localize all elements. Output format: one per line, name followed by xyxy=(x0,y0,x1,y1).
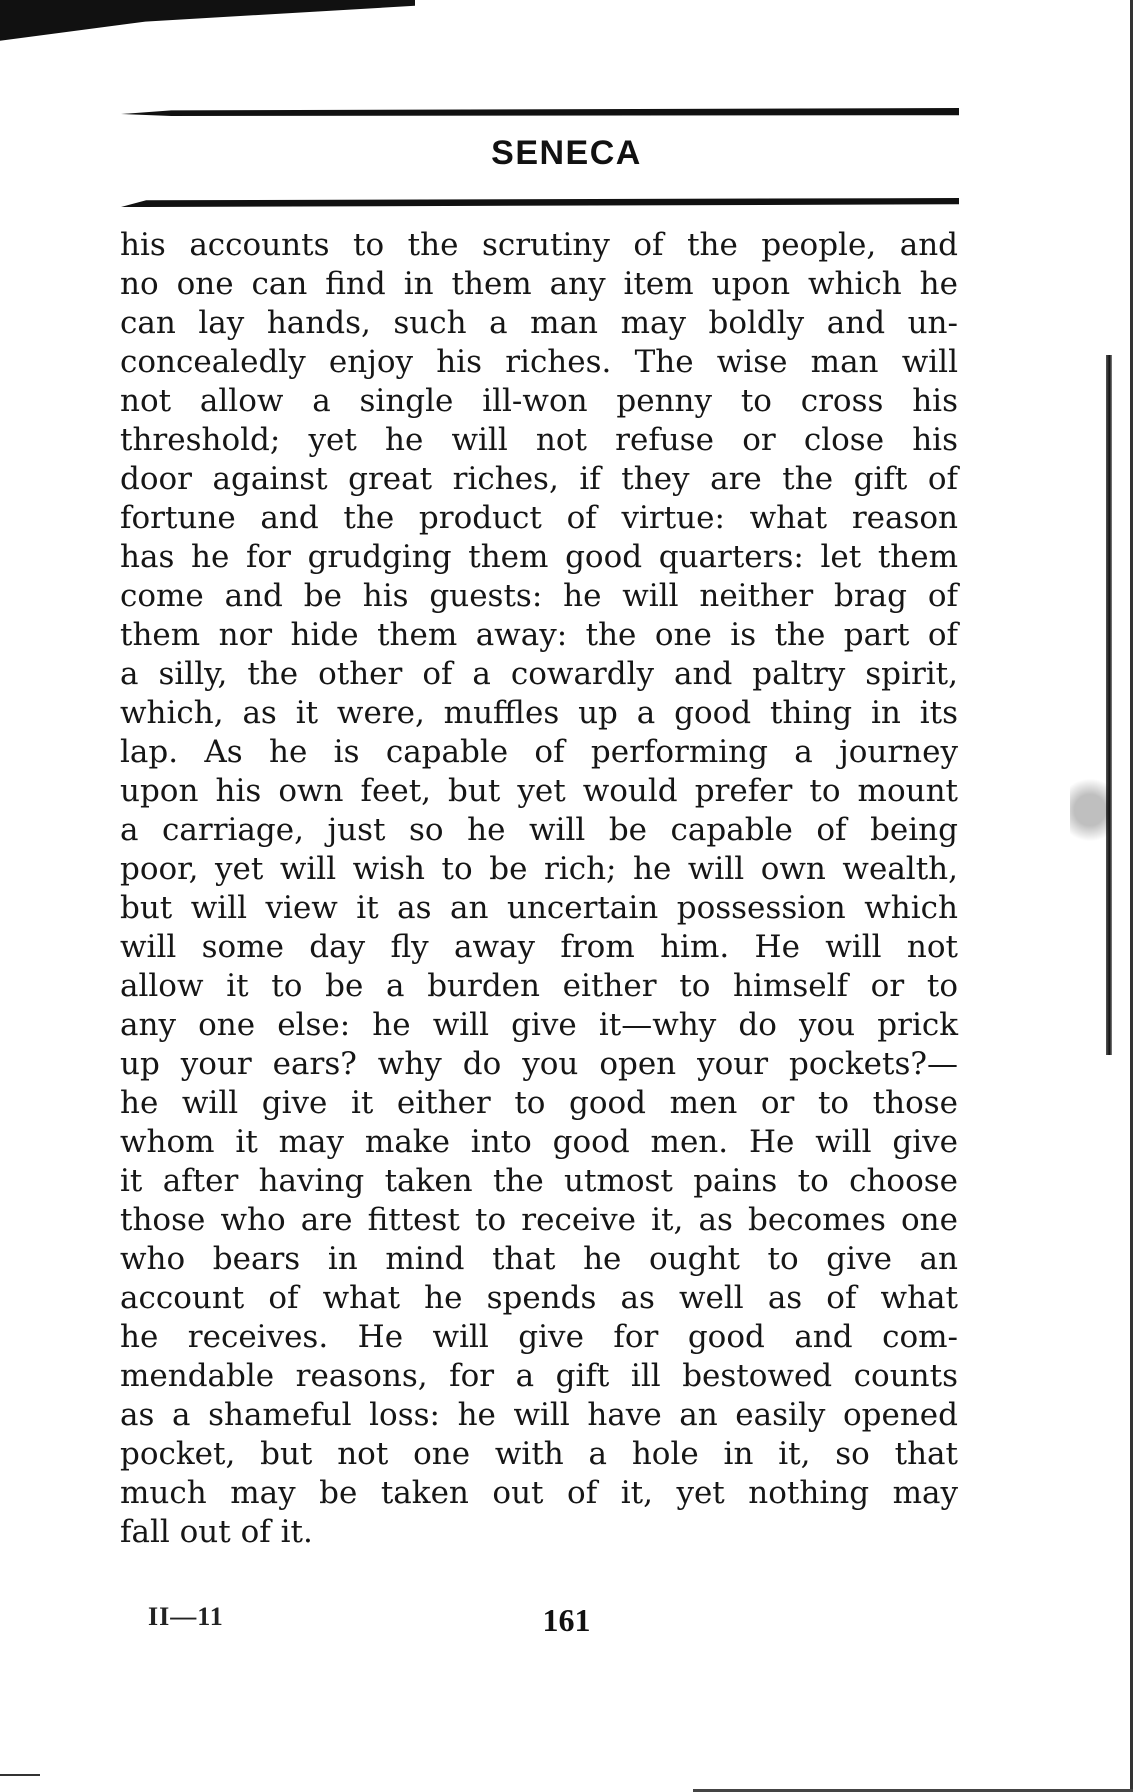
text-line: account of what he spends as well as of what xyxy=(120,1280,958,1316)
text-line: which, as it were, muffles up a good thing in its xyxy=(120,695,958,731)
text-line: mendable reasons, for a gift ill bestowed counts xyxy=(120,1358,958,1394)
text-line: come and be his guests: he will neither brag of xyxy=(120,578,958,614)
text-line: allow it to be a burden either to himself or to xyxy=(120,968,958,1004)
scan-bottom-left-mark xyxy=(0,1774,40,1776)
text-line: has he for grudging them good quarters: let them xyxy=(120,539,958,575)
text-line: he will give it either to good men or to those xyxy=(120,1085,958,1121)
running-head: SENECA xyxy=(491,134,642,172)
text-line: his accounts to the scrutiny of the people, and xyxy=(120,227,958,263)
text-line: poor, yet will wish to be rich; he will own wealth, xyxy=(120,851,958,887)
text-line: lap. As he is capable of performing a journey xyxy=(120,734,958,770)
text-line: but will view it as an uncertain possession which xyxy=(120,890,958,926)
text-line: no one can find in them any item upon which he xyxy=(120,266,958,302)
text-line: much may be taken out of it, yet nothing may xyxy=(120,1475,958,1511)
text-line: pocket, but not one with a hole in it, so that xyxy=(120,1436,958,1472)
binding-shadow xyxy=(1106,355,1112,1055)
text-line: a carriage, just so he will be capable of being xyxy=(120,812,958,848)
text-line: any one else: he will give it—why do you prick xyxy=(120,1007,958,1043)
scan-corner-shadow xyxy=(0,0,415,48)
text-line: a silly, the other of a cowardly and paltry spirit, xyxy=(120,656,958,692)
signature-mark: II—11 xyxy=(148,1602,224,1631)
text-line: up your ears? why do you open your pockets?— xyxy=(120,1046,958,1082)
page-number: 161 xyxy=(542,1602,591,1638)
text-line: it after having taken the utmost pains to choose xyxy=(120,1163,958,1199)
text-line: them nor hide them away: the one is the part of xyxy=(120,617,958,653)
text-line: can lay hands, such a man may boldly and un- xyxy=(120,305,958,341)
body-text xyxy=(120,226,958,1552)
text-line: will some day fly away from him. He will not xyxy=(120,929,958,965)
text-line: those who are fittest to receive it, as becomes one xyxy=(120,1202,958,1238)
text-line: whom it may make into good men. He will give xyxy=(120,1124,958,1160)
text-line: upon his own feet, but yet would prefer to mount xyxy=(120,773,958,809)
text-line: threshold; yet he will not refuse or close his xyxy=(120,422,958,458)
binding-speck xyxy=(1070,770,1110,850)
header-rule-bottom xyxy=(121,198,959,207)
text-line-last: fall out of it. xyxy=(120,1514,313,1550)
text-line: door against great riches, if they are the gift of xyxy=(120,461,958,497)
text-line: he receives. He will give for good and com- xyxy=(120,1319,958,1355)
text-line: concealedly enjoy his riches. The wise man will xyxy=(120,344,958,380)
text-line: as a shameful loss: he will have an easily opened xyxy=(120,1397,958,1433)
text-line: not allow a single ill-won penny to cross his xyxy=(120,383,958,419)
text-line: fortune and the product of virtue: what reason xyxy=(120,500,958,536)
text-line: who bears in mind that he ought to give an xyxy=(120,1241,958,1277)
header-rule-top xyxy=(121,108,959,116)
